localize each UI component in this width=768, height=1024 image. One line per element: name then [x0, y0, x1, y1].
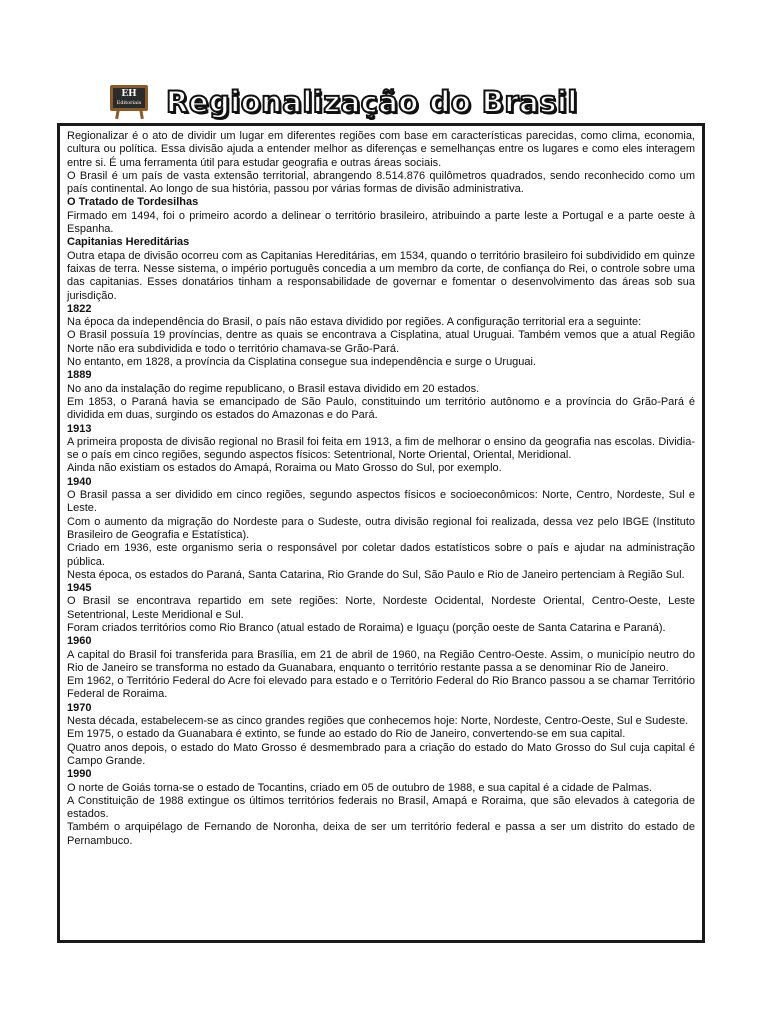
paragraph: O norte de Goiás torna-se o estado de Tocantins, criado em 05 de outubro de 1988, e sua capital é a cidade de Palmas. [67, 781, 653, 794]
section-heading: 1889 [67, 369, 92, 382]
paragraph: Em 1975, o estado da Guanabara é extinto, se funde ao estado do Rio de Janeiro, convertendo-se em sua capital. [67, 728, 626, 741]
paragraph: O Brasil se encontrava repartido em sete regiões: Norte, Nordeste Ocidental, Nordeste Oriental, Centro-Oeste, Leste Setentrional, Leste Meridional e Sul. [67, 595, 695, 621]
section-heading: O Tratado de Tordesilhas [67, 196, 199, 209]
paragraph: Regionalizar é o ato de dividir um lugar em diferentes regiões com base em características parecidas, como clima, economia, cultura ou política. Essa divisão ajuda a entender melhor as diferenças e semelhanças entre os lugares e como eles interagem entre si. É uma ferramenta útil para estudar geografia e outras áreas sociais. [67, 130, 695, 169]
easel-leg-left [115, 109, 120, 119]
section-heading: 1913 [67, 422, 92, 435]
paragraph: Com o aumento da migração do Nordeste para o Sudeste, outra divisão regional foi realizada, dessa vez pelo IBGE (Instituto Brasileiro de Geografia e Estatística). [67, 515, 695, 541]
paragraph: Também o arquipélago de Fernando de Noronha, deixa de ser um território federal e passa a ser um distrito do estado de Pernambuco. [67, 821, 695, 847]
paragraph: A primeira proposta de divisão regional no Brasil foi feita em 1913, a fim de melhorar o ensino da geografia nas escolas. Dividia-se o país em cinco regiões, segundo aspectos físicos: Setentrional, Norte Oriental, Oriental, Meridional. [67, 435, 695, 462]
publisher-logo [104, 85, 156, 119]
section-heading: 1990 [67, 768, 92, 781]
paragraph: A capital do Brasil foi transferida para Brasília, em 21 de abril de 1960, na Região Centro-Oeste. Assim, o município neutro do Rio de Janeiro se transforma no estado da Guanabara, enquanto o território restante passa a se denominar Rio de Janeiro. [67, 648, 695, 674]
paragraph: Em 1962, o Território Federal do Acre foi elevado para estado e o Território Federal do Rio Branco passou a se chamar Território Federal de Roraima. [67, 675, 695, 701]
paragraph: O Brasil possuía 19 províncias, dentre as quais se encontrava a Cisplatina, atual Uruguai. Também vemos que a atual Região Norte não era subdividida e todo o território chamava-se Grão-Pará. [67, 329, 695, 355]
section-heading: Capitanias Hereditárias [67, 236, 190, 249]
paragraph: No ano da instalação do regime republicano, o Brasil estava dividido em 20 estados. [67, 382, 480, 395]
paragraph: Criado em 1936, este organismo seria o responsável por coletar dados estatísticos sobre o país e ajudar na administração pública. [67, 542, 695, 568]
paragraph: Outra etapa de divisão ocorreu com as Capitanias Hereditárias, em 1534, quando o território brasileiro foi subdividido em quinze faixas de terra. Nesse sistema, o império português concedia a um membro da corte, de confiança do Rei, o controle sobre uma das capitanias. Esses donatários tinham a responsabilidade de governar e fomentar o desenvolvimento das áreas sob sua jurisdição. [67, 249, 695, 302]
paragraph: Quatro anos depois, o estado do Mato Grosso é desmembrado para a criação do estado do Mato Grosso do Sul cuja capital é Campo Grande. [67, 741, 695, 767]
section-heading: 1822 [67, 302, 92, 315]
paragraph: No entanto, em 1828, a província da Cisplatina consegue sua independência e surge o Uruguai. [67, 356, 537, 369]
section-heading: 1940 [67, 475, 92, 488]
paragraph: Nesta década, estabelecem-se as cinco grandes regiões que conhecemos hoje: Norte, Nordeste, Centro-Oeste, Sul e Sudeste. [67, 715, 689, 728]
paragraph: A Constituição de 1988 extingue os últimos territórios federais no Brasil, Amapá e Roraima, que são elevados à categoria de estados. [67, 794, 695, 821]
page-header [104, 82, 664, 122]
paragraph: Na época da independência do Brasil, o país não estava dividido por regiões. A configuração territorial era a seguinte: [67, 316, 642, 329]
paragraph: Ainda não existiam os estados do Amapá, Roraima ou Mato Grosso do Sul, por exemplo. [67, 462, 502, 475]
logo-text: EH [121, 89, 137, 99]
chalkboard-icon [110, 85, 148, 111]
section-heading: 1960 [67, 635, 92, 648]
logo-subtext: Editoriais [116, 100, 142, 106]
paragraph: Firmado em 1494, foi o primeiro acordo a delinear o território brasileiro, atribuindo a parte leste a Portugal e a parte oeste à Espanha. [67, 209, 695, 236]
paragraph: O Brasil passa a ser dividido em cinco regiões, segundo aspectos físicos e socioeconômicos: Norte, Centro, Nordeste, Sul e Leste. [67, 489, 695, 515]
paragraph: O Brasil é um país de vasta extensão territorial, abrangendo 8.514.876 quilômetros quadrados, sendo reconhecido como um país continental. Ao longo de sua história, passou por várias formas de divisão administrativa. [67, 169, 695, 196]
paragraph: Em 1853, o Paraná havia se emancipado de São Paulo, constituindo um território autônomo e a província do Grão-Pará é dividida em duas, surgindo os estados do Amazonas e do Pará. [67, 395, 695, 422]
content-box [57, 123, 705, 943]
section-heading: 1970 [67, 701, 92, 714]
section-heading: 1945 [67, 582, 92, 595]
paragraph: Foram criados territórios como Rio Branco (atual estado de Roraima) e Iguaçu (porção oeste de Santa Catarina e Paraná). [67, 621, 666, 634]
paragraph: Nesta época, os estados do Paraná, Santa Catarina, Rio Grande do Sul, São Paulo e Rio de Janeiro pertenciam à Região Sul. [67, 568, 685, 581]
page-title: Regionalização do Brasil [166, 85, 578, 119]
